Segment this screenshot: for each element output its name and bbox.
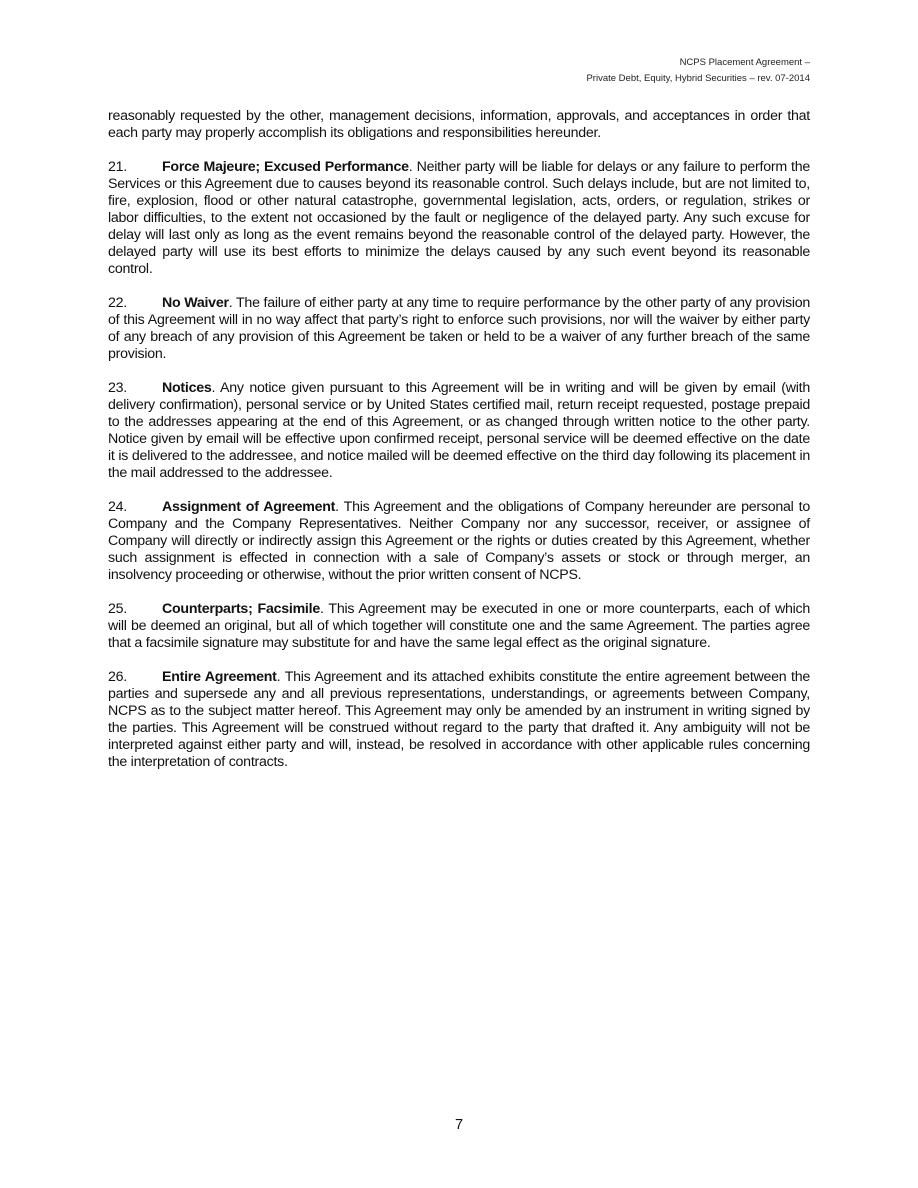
section-title: No Waiver <box>162 295 229 311</box>
section-title: Force Majeure; Excused Performance <box>162 159 409 175</box>
section-25 <box>108 601 810 652</box>
section-text: . Neither party will be liable for delays or any failure to perform the Services or this Agreement due to causes beyond its reasonable control. Such delays include, but are not limited to, fire, explosion, flood or other natural catastrophe, governmental legislation, acts, orders, or regulation, strikes or labor difficulties, to the extent not occasioned by the fault or negligence of the delayed party. Any such excuse for delay will last only as long as the event remains beyond the reasonable control of the delayed party. However, the delayed party will use its best efforts to minimize the delays caused by any such event beyond its reasonable control. <box>108 159 810 277</box>
page-number: 7 <box>454 1117 464 1133</box>
section-text: . This Agreement may be executed in one or more counterparts, each of which will be deemed an original, but all of which together will constitute one and the same Agreement. The parties agree that a facsimile signature may substitute for and have the same legal effect as the original signature. <box>108 601 810 651</box>
section-number: 26. <box>108 669 127 685</box>
section-text: . This Agreement and the obligations of Company hereunder are personal to Company and the Company Representatives. Neither Company nor any successor, receiver, or assignee of Company will directly or indirectly assign this Agreement or the rights or duties created by this Agreement, whether such assignment is effected in connection with a sale of Company’s assets or stock or through merger, an insolvency proceeding or otherwise, without the prior written consent of NCPS. <box>108 499 811 583</box>
section-number: 21. <box>108 159 127 175</box>
section-title: Counterparts; Facsimile <box>162 601 320 617</box>
section-22 <box>108 295 810 363</box>
section-21 <box>108 159 810 278</box>
header-line-1: NCPS Placement Agreement – <box>679 57 810 68</box>
section-23 <box>108 380 810 482</box>
header-line-2: Private Debt, Equity, Hybrid Securities – rev. 07-2014 <box>586 73 810 84</box>
section-26 <box>108 669 810 771</box>
running-header <box>586 55 810 87</box>
document-body <box>108 108 810 788</box>
section-title: Entire Agreement <box>162 669 277 685</box>
section-title: Assignment of Agreement <box>162 499 336 515</box>
section-text: . Any notice given pursuant to this Agreement will be in writing and will be given by email (with delivery confirmation), personal service or by United States certified mail, return receipt requested, postage prepaid to the addresses appearing at the end of this Agreement, or as changed through written notice to the other party. Notice given by email will be effective upon confirmed receipt, personal service will be deemed effective on the date it is delivered to the addressee, and notice mailed will be deemed effective on the third day following its placement in the mail addressed to the addressee. <box>108 380 810 481</box>
section-number: 25. <box>108 601 127 617</box>
section-number: 22. <box>108 295 127 311</box>
continuation-paragraph: reasonably requested by the other, management decisions, information, approvals, and acceptances in order that each party may properly accomplish its obligations and responsibilities hereunder. <box>108 108 810 141</box>
section-text: . The failure of either party at any time to require performance by the other party of any provision of this Agreement will in no way affect that party’s right to enforce such provisions, nor will the waiver by either party of any breach of any provision of this Agreement be taken or held to be a waiver of any further breach of the same provision. <box>108 295 810 362</box>
section-number: 23. <box>108 380 127 396</box>
section-title: Notices <box>162 380 212 396</box>
section-24 <box>108 499 810 584</box>
section-text: . This Agreement and its attached exhibits constitute the entire agreement between the parties and supersede any and all previous representations, understandings, or agreements between Company, NCPS as to the subject matter hereof. This Agreement may only be amended by an instrument in writing signed by the parties. This Agreement will be construed without regard to the party that drafted it. Any ambiguity will not be interpreted against either party and will, instead, be resolved in accordance with other applicable rules concerning the interpretation of contracts. <box>108 669 810 770</box>
section-number: 24. <box>108 499 127 515</box>
